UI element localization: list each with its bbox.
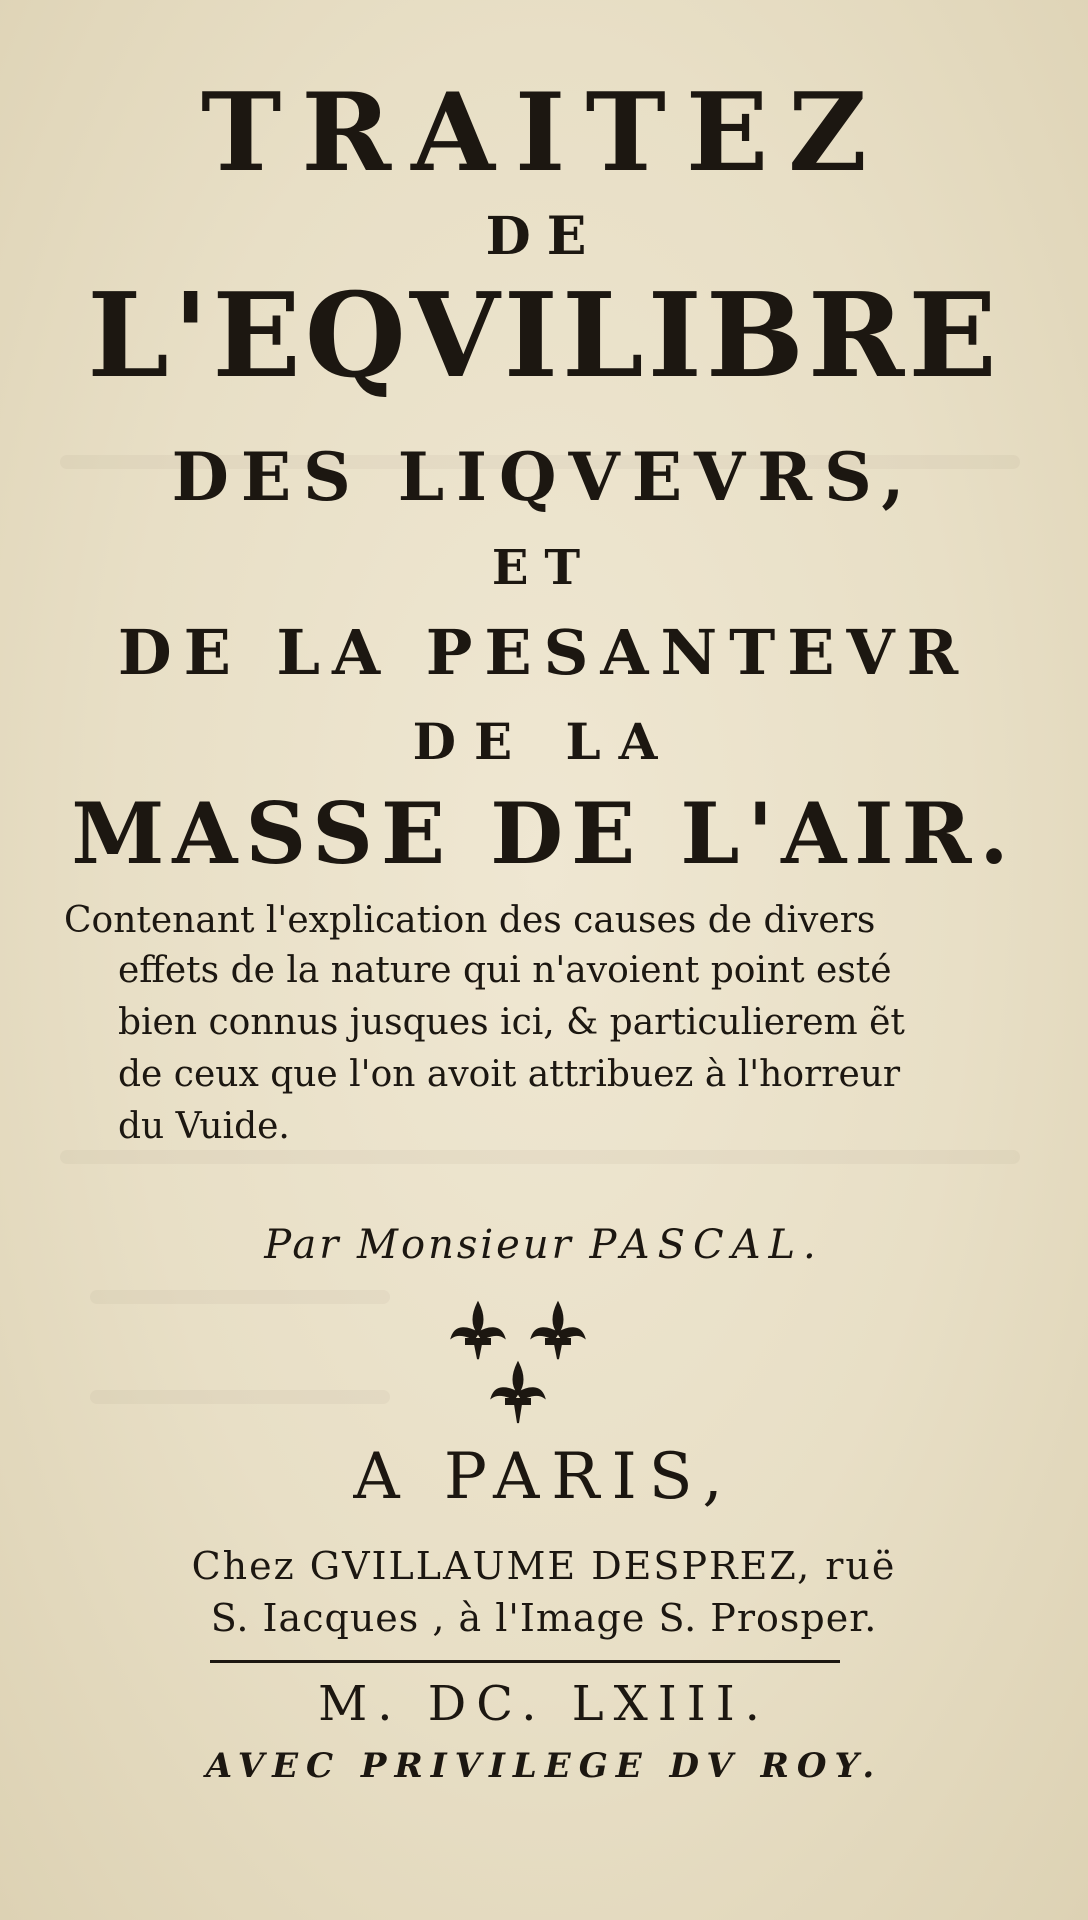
show-through-text: [90, 1390, 390, 1404]
author-prefix: Par Monsieur: [264, 1222, 574, 1268]
imprint-city: A PARIS,: [353, 1440, 735, 1514]
author-name: PASCAL.: [589, 1222, 824, 1268]
title-line-liqueurs: DES LIQVEVRS,: [171, 438, 917, 516]
imprint-privilege: AVEC PRIVILEGE DV ROY.: [205, 1746, 883, 1786]
title-line-pesanteur: DE LA PESANTEVR: [117, 616, 971, 689]
show-through-text: [90, 1290, 390, 1304]
fleur-de-lis-ornament-icon: [448, 1295, 588, 1430]
description-line: bien connus jusques ici, & particulierem ẽt: [118, 1002, 905, 1043]
imprint-publisher: Chez GVILLAUME DESPREZ, ruë: [191, 1544, 897, 1588]
title-line-masse-air: MASSE DE L'AIR.: [71, 784, 1017, 883]
title-line-et: ET: [491, 540, 597, 596]
title-line-de-la: DE LA: [412, 712, 676, 771]
description-line: de ceux que l'on avoit attribuez à l'horreur: [118, 1054, 901, 1095]
title-line-de: DE: [485, 206, 603, 267]
imprint-date: M. DC. LXIII.: [318, 1676, 770, 1732]
show-through-text: [60, 1150, 1020, 1164]
imprint-address: S. Iacques , à l'Image S. Prosper.: [210, 1596, 878, 1640]
divider-rule: [210, 1660, 840, 1663]
description-line: Contenant l'explication des causes de divers: [64, 900, 876, 941]
description-line: effets de la nature qui n'avoient point esté: [118, 950, 892, 991]
title-line-equilibre: L'EQVILIBRE: [87, 268, 1001, 404]
description-line: du Vuide.: [118, 1106, 290, 1147]
title-line-traitez: TRAITEZ: [201, 70, 887, 196]
author-line: [0, 1222, 1088, 1268]
